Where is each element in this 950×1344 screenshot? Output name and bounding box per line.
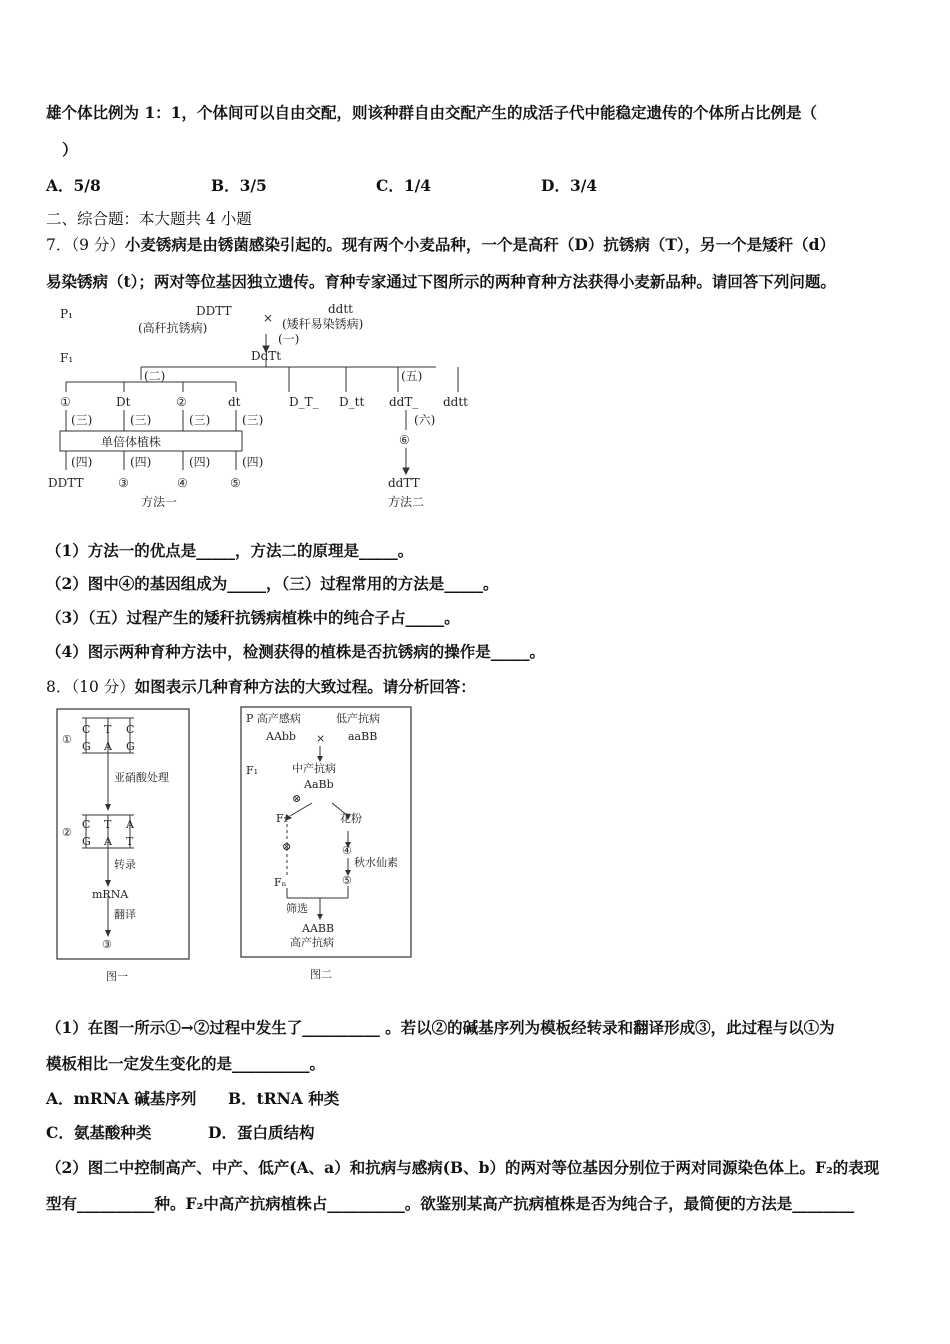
q7-sub2: （2）图中④的基因组成为_____，（三）过程常用的方法是_____。 [46,574,499,593]
fig2-pollen: 花粉 [340,812,362,825]
f2-type-1: D_T_ [289,395,319,409]
q7-breeding-diagram [46,300,486,515]
q8-option-d: D．蛋白质结构 [208,1123,315,1142]
fig1-top-base-3: C [126,723,135,736]
figure2-frame [241,707,411,957]
fig2-mid-yield: 中产抗病 [292,762,336,775]
figure1-frame [57,709,189,959]
fig1-transcription: 转录 [114,858,136,871]
f1-generation-label: F₁ [60,351,74,365]
fig2-target-phenotype: 高产抗病 [290,936,334,949]
cross-symbol: × [263,311,274,325]
q8-figure-1 [56,708,191,988]
q8-stem [46,675,476,697]
method2-title: 方法二 [388,495,425,509]
q8-figure-2 [240,706,415,986]
fig1-mrna: mRNA [92,888,129,901]
q7-sub4: （4）图示两种育种方法中，检测获得的植株是否抗锈病的操作是_____。 [46,642,546,661]
q8-option-c: C．氨基酸种类 [46,1123,152,1142]
step-six-label: (六) [414,413,436,427]
fig2-screening: 筛选 [286,902,308,915]
q7-number: 7．（9 分） [46,236,125,254]
p-generation-label: P₁ [60,307,73,321]
method1-result-5: ⑤ [230,476,241,490]
fig1-translation: 翻译 [114,908,136,921]
fig2-p-line2: 低产抗病 [336,712,380,725]
fig2-caption: 图二 [310,968,332,981]
q6-option-c: C．1/4 [376,176,432,195]
parent1-phenotype: (高秆抗锈病) [138,321,208,335]
q8-option-a: A．mRNA 碱基序列 [46,1089,197,1108]
method1-result-ddtt: DDTT [48,476,84,490]
q6-stem-line2: ） [62,140,78,159]
gamete-1: ① [60,395,71,409]
fig1-circle-1: ① [62,733,72,746]
q6-option-b: B．3/5 [211,176,267,195]
method1-result-4: ④ [177,476,188,490]
fig2-colchicine: 秋水仙素 [354,856,398,869]
step-four-label-4: (四) [242,455,264,469]
q8-option-b: B．tRNA 种类 [228,1089,340,1108]
gamete-dt-lower: dt [228,395,241,409]
f1-genotype: DdTt [251,349,282,363]
f2-type-4: ddtt [443,395,469,409]
f2-type-3: ddT_ [389,395,419,409]
fig2-circle-5: ⑤ [342,874,352,887]
fig1-circle-2: ② [62,826,72,839]
q6-option-d: D．3/4 [541,176,598,195]
parent2-phenotype: (矮秆易染锈病) [282,317,364,331]
gamete-dt-upper: Dt [116,395,131,409]
parent1-genotype: DDTT [196,304,232,318]
fig1-nitrite-treatment: 亚硝酸处理 [114,771,169,784]
q8-stem-text: 如图表示几种育种方法的大致过程。请分析回答： [134,677,476,696]
q8-sub2-line2: 型有__________种。F₂中高产抗病植株占__________。欲鉴别某高产抗病植株是否为纯合子，最简便的方法是________ [46,1194,855,1213]
fig1-bottom2-base-2: A [104,835,112,848]
circle-six: ⑥ [399,433,410,447]
q8-sub1-line1: （1）在图一所示①→②过程中发生了__________ 。若以②的碱基序列为模板经转录和翻译形成③，此过程与以①为 [46,1018,835,1037]
fig2-circle-4: ④ [342,844,352,857]
fig1-bottom2-base-1: G [82,835,91,848]
fig1-bottom-base-3: G [126,740,135,753]
fig2-aabb-f1: AaBb [304,778,334,791]
parent2-genotype: ddtt [328,302,354,316]
f2-type-2: D_tt [339,395,365,409]
step-four-label-2: (四) [130,455,152,469]
q8-number: 8．（10 分） [46,678,135,696]
step-two-label: (二) [144,369,166,383]
q7-stem-line1 [46,233,835,255]
q7-sub3: （3）（五）过程产生的矮秆抗锈病植株中的纯合子占_____。 [46,608,460,627]
q7-stem-line2: 易染锈病（t）；两对等位基因独立遗传。育种专家通过下图所示的两种育种方法获得小麦新品种。请回答下列问题。 [46,272,836,291]
step-one-label: (一) [278,332,300,346]
fig2-cross: × [316,732,326,745]
fig2-fn-label: Fₙ [274,876,287,889]
fig1-bottom-base-2: A [104,740,112,753]
fig2-aabb-parent2: aaBB [348,730,378,743]
method1-title: 方法一 [141,495,178,509]
fig1-top2-base-2: T [104,818,112,831]
step-three-label-3: (三) [189,413,211,427]
fig2-f2-label: F₂ [276,812,289,825]
haploid-box-label: 单倍体植株 [101,435,162,449]
q8-sub2-line1: （2）图二中控制高产、中产、低产(A、a）和抗病与感病(B、b）的两对等位基因分别位于两对同源染色体上。F₂的表现 [46,1158,880,1177]
step-three-label-2: (三) [130,413,152,427]
fig1-circle-3: ③ [102,938,112,951]
fig1-bottom2-base-3: T [126,835,134,848]
q6-stem-line1: 雄个体比例为 1：1，个体间可以自由交配，则该种群自由交配产生的成活子代中能稳定遗传的个体所占比例是（ [46,103,817,122]
step-three-label-4: (三) [242,413,264,427]
gamete-2: ② [176,395,187,409]
fig1-bottom-base-1: G [82,740,91,753]
fig2-self-symbol: ⊗ [292,792,302,805]
fig1-top-base-1: C [82,723,91,736]
q7-sub1: （1）方法一的优点是_____，方法二的原理是_____。 [46,541,414,560]
step-four-label-1: (四) [71,455,93,469]
fig2-p-line: P 高产感病 [246,712,301,725]
fig2-aabb-parent1: AAbb [266,730,296,743]
step-five-label: (五) [401,369,423,383]
step-three-label-1: (三) [71,413,93,427]
fig2-self-symbol-2: ⊗ [282,840,292,853]
fig1-caption: 图一 [106,970,128,983]
q8-sub1-line2: 模板相比一定发生变化的是__________。 [46,1054,326,1073]
fig2-target-genotype: AABB [302,922,335,935]
q6-option-a: A．5/8 [46,176,101,195]
q7-stem-text: 小麦锈病是由锈菌感染引起的。现有两个小麦品种，一个是高秆（D）抗锈病（T），另一个是矮秆（d） [124,235,835,254]
step-four-label-3: (四) [189,455,211,469]
section-heading: 二、综合题：本大题共 4 小题 [46,210,252,228]
fig1-top-base-2: T [104,723,112,736]
fig1-top2-base-3: A [126,818,134,831]
method2-result: ddTT [388,476,420,490]
method1-result-3: ③ [118,476,129,490]
fig2-f1-label: F₁ [246,764,259,777]
fig1-top2-base-1: C [82,818,91,831]
